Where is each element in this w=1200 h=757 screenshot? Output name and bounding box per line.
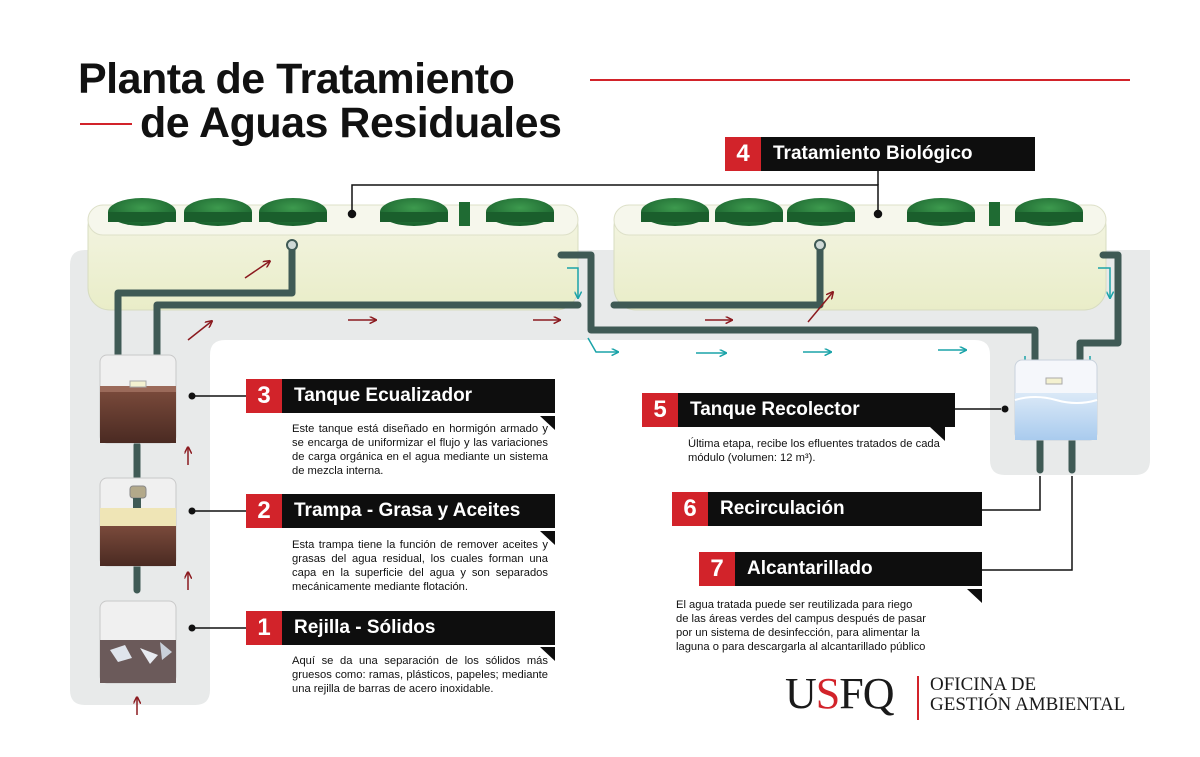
step-7-label [699,552,982,586]
step-title: Tratamiento Biológico [773,143,973,164]
step-number: 5 [642,393,678,427]
step-number: 4 [725,137,761,171]
step-1-description: Aquí se da una separación de los sólidos más gruesos como: ramas, plásticos, papeles; mediante una rejilla de barras de acero inoxidable. [292,655,548,695]
collector-tank [1015,360,1097,440]
step-title: Trampa - Grasa y Aceites [294,500,521,521]
step-title: Rejilla - Sólidos [294,617,436,638]
step-title: Tanque Recolector [690,399,860,420]
usfq-logo: USFQ [785,669,894,718]
step-number: 2 [246,494,282,528]
step-number: 7 [699,552,735,586]
step-title: Recirculación [720,498,845,519]
step-6-label [672,492,982,526]
step-3-description: Este tanque está diseñado en hormigón armado y se encarga de uniformizar el flujo y las variaciones de carga orgánica en el agua mediante un sistema de mezcla interna. [292,423,548,477]
step-5-description: Última etapa, recibe los efluentes tratados de cada módulo (volumen: 12 m³). [688,438,940,464]
equalizer-tank [100,355,176,443]
step-title: Alcantarillado [747,558,873,579]
diffuser-block [989,202,1000,226]
page-title [78,56,514,102]
office-name: OFICINA DE GESTIÓN AMBIENTAL [930,674,1126,715]
step-2-label [246,494,555,528]
step-number: 1 [246,611,282,645]
dragon-s-mark: S [815,669,840,718]
step-2-description: Esta trampa tiene la función de remover aceites y grasas del agua residual, los cuales forman una capa en la superficie del agua y son separados mecánicamente mediante flotación. [292,539,548,593]
step-title: Tanque Ecualizador [294,385,473,406]
logo-divider [917,676,919,720]
step-7-description: El agua tratada puede ser reutilizada para riego de las áreas verdes del campus después de pasar por un sistema de desinfección, para alimentar la laguna o para descargarla al alcantarillado público [676,599,927,653]
flow-channel [70,250,1150,705]
step-5-label [642,393,955,427]
step-number: 6 [672,492,708,526]
pipe-outlet [287,240,297,250]
title-line-1: Planta de Tratamiento [78,55,515,103]
screen-tank [100,601,176,683]
biological-basin-2 [614,198,1106,310]
grease-trap-tank [100,478,176,566]
step-number: 3 [246,379,282,413]
step-1-label [246,611,555,645]
step-4-label [725,137,1035,171]
diffuser-block [459,202,470,226]
pipe-outlet [815,240,825,250]
step-3-label [246,379,555,413]
page-title-line-2: de Aguas Residuales [140,99,562,147]
